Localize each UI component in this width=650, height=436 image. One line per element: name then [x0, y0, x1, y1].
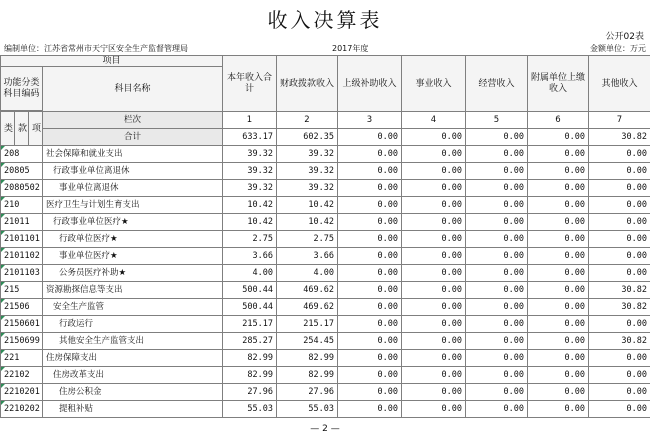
fiscal-year: 2017年度: [332, 44, 369, 53]
column-number: 7: [589, 112, 650, 129]
total-row: [1, 129, 650, 146]
amount-cell: 0.00: [338, 299, 402, 316]
amount-cell: 0.00: [466, 299, 528, 316]
reporting-unit: 编制单位：江苏省常州市天宁区安全生产监督管理局: [4, 44, 188, 53]
amount-cell: 0.00: [466, 384, 528, 401]
table-row: [1, 146, 650, 163]
amount-cell: 3.66: [223, 248, 277, 265]
amount-cell: 0.00: [528, 401, 589, 418]
amount-cell: 2.75: [277, 231, 338, 248]
amount-cell: 0.00: [528, 350, 589, 367]
amount-cell: 0.00: [466, 333, 528, 350]
amount-cell: 39.32: [277, 163, 338, 180]
amount-cell: 0.00: [402, 197, 466, 214]
amount-cell: 0.00: [589, 384, 650, 401]
amount-cell: 0.00: [528, 316, 589, 333]
amount-cell: 27.96: [277, 384, 338, 401]
subject-name: 住房保障支出: [43, 350, 223, 367]
subject-name: 行政事业单位医疗★: [43, 214, 223, 231]
subject-code: 2150601: [1, 316, 43, 333]
amount-cell: 0.00: [589, 146, 650, 163]
subject-name: 事业单位离退休: [43, 180, 223, 197]
amount-cell: 30.82: [589, 333, 650, 350]
subject-code: 215: [1, 282, 43, 299]
total-cell: 0.00: [402, 129, 466, 146]
amount-cell: 0.00: [528, 197, 589, 214]
amount-cell: 0.00: [402, 214, 466, 231]
subject-name: 医疗卫生与计划生育支出: [43, 197, 223, 214]
amount-cell: 0.00: [589, 248, 650, 265]
subject-name: 社会保障和就业支出: [43, 146, 223, 163]
item-group-header: 项目: [1, 56, 223, 67]
amount-cell: 285.27: [223, 333, 277, 350]
subject-code: 2101101: [1, 231, 43, 248]
subject-code: 221: [1, 350, 43, 367]
amount-cell: 0.00: [338, 197, 402, 214]
amount-cell: 0.00: [466, 282, 528, 299]
amount-cell: 10.42: [277, 197, 338, 214]
column-number-label: 栏次: [43, 112, 223, 129]
amount-cell: 0.00: [528, 384, 589, 401]
amount-cell: 0.00: [402, 384, 466, 401]
amount-cell: 0.00: [466, 248, 528, 265]
form-code: 公开02表: [605, 32, 644, 42]
table-row: [1, 282, 650, 299]
total-cell: 0.00: [466, 129, 528, 146]
table-row: [1, 333, 650, 350]
amount-cell: 39.32: [223, 146, 277, 163]
amount-cell: 0.00: [528, 265, 589, 282]
amount-cell: 0.00: [338, 384, 402, 401]
column-header: 上级补助收入: [338, 56, 402, 112]
entry-header: 项: [29, 112, 43, 146]
amount-cell: 4.00: [277, 265, 338, 282]
amount-cell: 0.00: [466, 265, 528, 282]
amount-cell: 469.62: [277, 282, 338, 299]
table-row: [1, 180, 650, 197]
amount-cell: 0.00: [589, 265, 650, 282]
total-cell: 602.35: [277, 129, 338, 146]
amount-cell: 0.00: [402, 248, 466, 265]
amount-cell: 0.00: [528, 163, 589, 180]
table-row: [1, 350, 650, 367]
table-row: [1, 401, 650, 418]
amount-cell: 469.62: [277, 299, 338, 316]
amount-cell: 0.00: [528, 214, 589, 231]
amount-cell: 0.00: [338, 367, 402, 384]
subject-code: 21011: [1, 214, 43, 231]
amount-cell: 0.00: [528, 299, 589, 316]
amount-cell: 0.00: [338, 214, 402, 231]
amount-cell: 82.99: [277, 350, 338, 367]
amount-cell: 0.00: [338, 333, 402, 350]
amount-cell: 39.32: [223, 180, 277, 197]
amount-cell: 2.75: [223, 231, 277, 248]
subject-name: 提租补贴: [43, 401, 223, 418]
amount-unit: 金额单位：万元: [590, 44, 646, 53]
amount-cell: 0.00: [589, 214, 650, 231]
amount-cell: 0.00: [338, 146, 402, 163]
amount-cell: 215.17: [223, 316, 277, 333]
amount-cell: 0.00: [466, 146, 528, 163]
subject-name: 行政运行: [43, 316, 223, 333]
subject-name: 行政单位医疗★: [43, 231, 223, 248]
amount-cell: 0.00: [589, 231, 650, 248]
section-header: 款: [15, 112, 29, 146]
amount-cell: 0.00: [402, 231, 466, 248]
page-title: 收入决算表: [267, 8, 383, 32]
subject-name: 资源勘探信息等支出: [43, 282, 223, 299]
amount-cell: 0.00: [466, 401, 528, 418]
amount-cell: 4.00: [223, 265, 277, 282]
amount-cell: 0.00: [466, 367, 528, 384]
amount-cell: 39.32: [223, 163, 277, 180]
amount-cell: 0.00: [402, 299, 466, 316]
subject-code: 2150699: [1, 333, 43, 350]
subject-code: 21506: [1, 299, 43, 316]
function-class-code-header: 功能分类科目编码: [1, 67, 43, 111]
amount-cell: 0.00: [466, 197, 528, 214]
subject-name: 公务员医疗补助★: [43, 265, 223, 282]
amount-cell: 0.00: [466, 214, 528, 231]
amount-cell: 27.96: [223, 384, 277, 401]
amount-cell: 30.82: [589, 282, 650, 299]
table-row: [1, 163, 650, 180]
amount-cell: 0.00: [338, 231, 402, 248]
kind-header: 类: [1, 112, 15, 146]
subject-name: 安全生产监管: [43, 299, 223, 316]
amount-cell: 0.00: [466, 231, 528, 248]
subject-name: 其他安全生产监管支出: [43, 333, 223, 350]
income-statement-table: [0, 55, 650, 418]
amount-cell: 55.03: [223, 401, 277, 418]
amount-cell: 0.00: [528, 248, 589, 265]
amount-cell: 0.00: [402, 350, 466, 367]
amount-cell: 82.99: [223, 367, 277, 384]
amount-cell: 0.00: [589, 180, 650, 197]
amount-cell: 0.00: [402, 316, 466, 333]
amount-cell: 3.66: [277, 248, 338, 265]
table-row: [1, 316, 650, 333]
subject-code: 2101103: [1, 265, 43, 282]
column-header: 本年收入合计: [223, 56, 277, 112]
amount-cell: 82.99: [223, 350, 277, 367]
amount-cell: 0.00: [589, 163, 650, 180]
amount-cell: 0.00: [402, 265, 466, 282]
amount-cell: 0.00: [589, 350, 650, 367]
subject-code: 20805: [1, 163, 43, 180]
column-number: 4: [402, 112, 466, 129]
page-number: — 2 —: [310, 424, 340, 434]
subject-code: 2210201: [1, 384, 43, 401]
column-header: 附属单位上缴收入: [528, 56, 589, 112]
amount-cell: 0.00: [589, 367, 650, 384]
amount-cell: 0.00: [402, 163, 466, 180]
amount-cell: 10.42: [277, 214, 338, 231]
amount-cell: 0.00: [528, 180, 589, 197]
subject-name: 住房改革支出: [43, 367, 223, 384]
amount-cell: 0.00: [466, 316, 528, 333]
amount-cell: 0.00: [402, 367, 466, 384]
subject-name: 行政事业单位离退休: [43, 163, 223, 180]
amount-cell: 0.00: [528, 282, 589, 299]
amount-cell: 39.32: [277, 180, 338, 197]
amount-cell: 10.42: [223, 197, 277, 214]
amount-cell: 0.00: [528, 231, 589, 248]
subject-code: 2080502: [1, 180, 43, 197]
amount-cell: 0.00: [589, 316, 650, 333]
amount-cell: 0.00: [589, 401, 650, 418]
amount-cell: 500.44: [223, 299, 277, 316]
table-row: [1, 231, 650, 248]
amount-cell: 0.00: [402, 282, 466, 299]
table-row: [1, 299, 650, 316]
column-header: 经营收入: [466, 56, 528, 112]
amount-cell: 254.45: [277, 333, 338, 350]
item-name-header: 科目名称: [43, 67, 223, 112]
subject-code: 22102: [1, 367, 43, 384]
amount-cell: 0.00: [402, 333, 466, 350]
amount-cell: 0.00: [338, 316, 402, 333]
amount-cell: 0.00: [528, 146, 589, 163]
table-row: [1, 265, 650, 282]
amount-cell: 0.00: [528, 367, 589, 384]
amount-cell: 0.00: [402, 146, 466, 163]
amount-cell: 0.00: [338, 248, 402, 265]
amount-cell: 0.00: [338, 265, 402, 282]
table-row: [1, 214, 650, 231]
column-number: 1: [223, 112, 277, 129]
amount-cell: 0.00: [338, 282, 402, 299]
amount-cell: 0.00: [402, 180, 466, 197]
amount-cell: 0.00: [466, 350, 528, 367]
subject-code: 2101102: [1, 248, 43, 265]
table-row: [1, 248, 650, 265]
amount-cell: 39.32: [277, 146, 338, 163]
column-header: 其他收入: [589, 56, 650, 112]
subject-code: 210: [1, 197, 43, 214]
table-row: [1, 197, 650, 214]
total-cell: 633.17: [223, 129, 277, 146]
amount-cell: 30.82: [589, 299, 650, 316]
total-cell: 0.00: [338, 129, 402, 146]
amount-cell: 0.00: [338, 401, 402, 418]
subject-code: 208: [1, 146, 43, 163]
amount-cell: 0.00: [528, 333, 589, 350]
amount-cell: 215.17: [277, 316, 338, 333]
column-number: 6: [528, 112, 589, 129]
table-row: [1, 367, 650, 384]
total-cell: 30.82: [589, 129, 650, 146]
subject-code: 2210202: [1, 401, 43, 418]
column-header: 事业收入: [402, 56, 466, 112]
amount-cell: 0.00: [466, 163, 528, 180]
amount-cell: 82.99: [277, 367, 338, 384]
amount-cell: 0.00: [466, 180, 528, 197]
amount-cell: 0.00: [338, 163, 402, 180]
amount-cell: 0.00: [338, 350, 402, 367]
total-cell: 0.00: [528, 129, 589, 146]
amount-cell: 500.44: [223, 282, 277, 299]
amount-cell: 10.42: [223, 214, 277, 231]
column-header: 财政拨款收入: [277, 56, 338, 112]
subject-name: 住房公积金: [43, 384, 223, 401]
amount-cell: 0.00: [338, 180, 402, 197]
amount-cell: 0.00: [402, 401, 466, 418]
column-number: 2: [277, 112, 338, 129]
column-number: 5: [466, 112, 528, 129]
subject-name: 事业单位医疗★: [43, 248, 223, 265]
amount-cell: 55.03: [277, 401, 338, 418]
table-row: [1, 384, 650, 401]
amount-cell: 0.00: [589, 197, 650, 214]
column-number: 3: [338, 112, 402, 129]
total-label: 合计: [43, 129, 223, 146]
